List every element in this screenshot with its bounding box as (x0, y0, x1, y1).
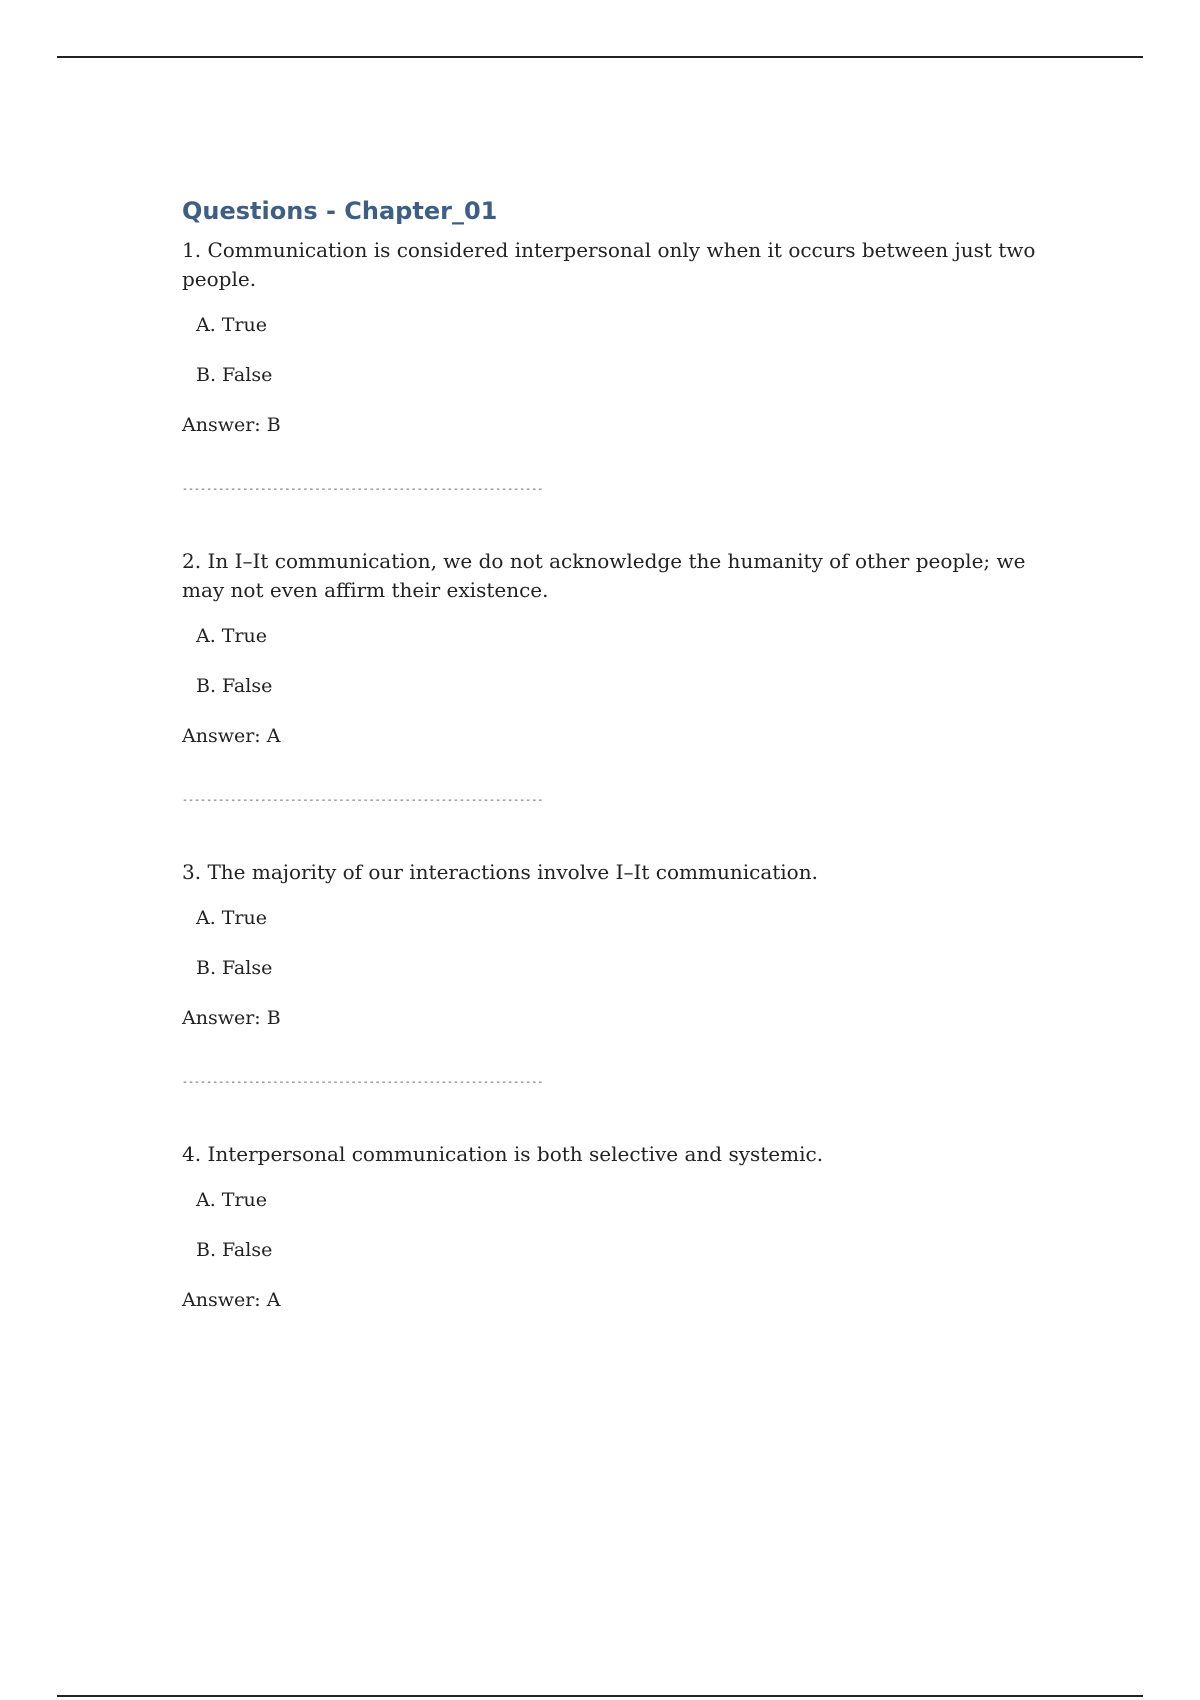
question-divider: ------------------------------------------------------------ (182, 795, 544, 806)
option-a: A. True (196, 314, 268, 336)
header-rule (57, 56, 1143, 58)
option-b: B. False (196, 364, 273, 386)
option-a: A. True (196, 907, 268, 929)
answer: Answer: A (182, 725, 281, 747)
question-text: 2. In I–It communication, we do not acknowledge the humanity of other people; we may not even affirm their existence. (182, 549, 1026, 602)
document-body (182, 194, 1062, 1314)
question-text: 3. The majority of our interactions involve I–It communication. (182, 860, 818, 884)
answer: Answer: B (182, 1007, 281, 1029)
question-text: 4. Interpersonal communication is both selective and systemic. (182, 1142, 824, 1166)
question-2 (182, 547, 1062, 750)
option-b: B. False (196, 675, 273, 697)
question-3 (182, 858, 1062, 1032)
question-4 (182, 1140, 1062, 1314)
option-a: A. True (196, 625, 268, 647)
question-1 (182, 236, 1062, 439)
answer: Answer: B (182, 414, 281, 436)
option-a: A. True (196, 1189, 268, 1211)
question-divider: ------------------------------------------------------------ (182, 484, 544, 495)
question-divider: ------------------------------------------------------------ (182, 1077, 544, 1088)
question-text: 1. Communication is considered interpersonal only when it occurs between just two people. (182, 238, 1036, 291)
option-b: B. False (196, 1239, 273, 1261)
page-title: Questions - Chapter_01 (182, 197, 498, 225)
answer: Answer: A (182, 1289, 281, 1311)
option-b: B. False (196, 957, 273, 979)
footer-rule (57, 1695, 1143, 1697)
